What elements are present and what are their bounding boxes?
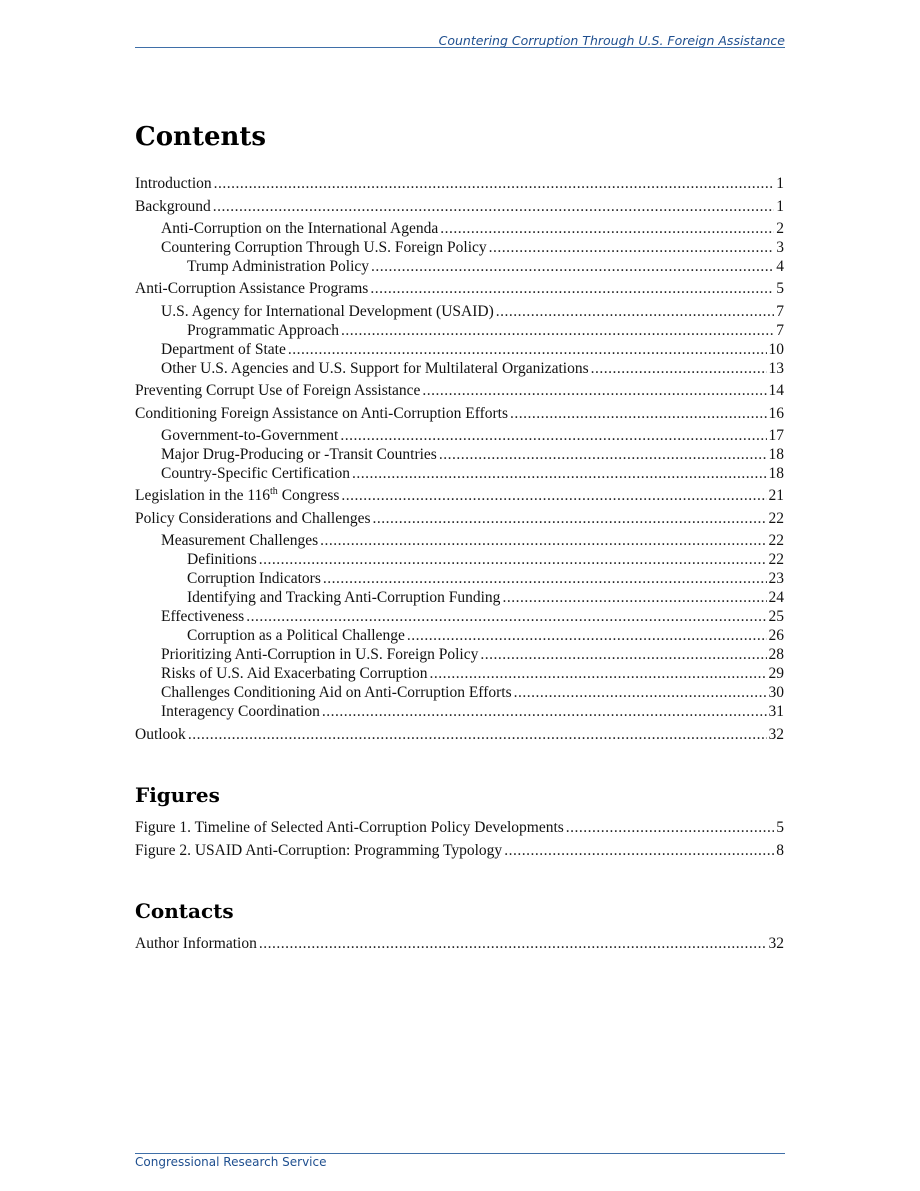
toc-entry[interactable]: [161, 360, 784, 378]
toc-page-number: 26: [768, 627, 784, 644]
toc-entry[interactable]: [187, 551, 784, 569]
dot-leader: [320, 532, 766, 550]
toc-entry[interactable]: [135, 382, 784, 400]
toc-label: Risks of U.S. Aid Exacerbating Corruption: [161, 665, 428, 682]
dot-leader: [439, 446, 767, 464]
toc-label: Programmatic Approach: [187, 322, 339, 339]
dot-leader: [496, 303, 775, 321]
figure-page-number: 8: [776, 842, 784, 859]
toc-label-superscript: th: [270, 485, 278, 497]
toc-label: [135, 487, 339, 505]
toc-label: Other U.S. Agencies and U.S. Support for Multilateral Organizations: [161, 360, 589, 377]
figure-label: Figure 1. Timeline of Selected Anti-Corruption Policy Developments: [135, 819, 564, 836]
toc-entry[interactable]: [135, 175, 784, 193]
toc-label: Interagency Coordination: [161, 703, 320, 720]
dot-leader: [510, 405, 767, 423]
dot-leader: [323, 570, 767, 588]
toc-page-number: 7: [776, 303, 784, 320]
toc-label-suffix: Congress: [277, 487, 340, 504]
toc-entry[interactable]: [161, 446, 784, 464]
dot-leader: [430, 665, 767, 683]
toc-label: Definitions: [187, 551, 257, 568]
dot-leader: [422, 382, 766, 400]
toc-entry[interactable]: [161, 608, 784, 626]
contents-heading: Contents: [135, 122, 267, 152]
toc-page-number: 21: [768, 487, 784, 504]
toc-page-number: 32: [768, 726, 784, 743]
toc-label: Effectiveness: [161, 608, 245, 625]
toc-page-number: 22: [768, 551, 784, 568]
dot-leader: [188, 726, 767, 744]
toc-entry[interactable]: [135, 198, 784, 216]
toc-entry[interactable]: [187, 627, 784, 645]
toc-entry[interactable]: [161, 646, 784, 664]
toc-label: Corruption Indicators: [187, 570, 321, 587]
toc-label-prefix: Legislation in the 116: [135, 487, 271, 504]
dot-leader: [407, 627, 767, 645]
toc-page-number: 31: [768, 703, 784, 720]
toc-page-number: 23: [768, 570, 784, 587]
toc-label: Policy Considerations and Challenges: [135, 510, 371, 527]
dot-leader: [341, 322, 774, 340]
dot-leader: [246, 608, 766, 626]
toc-entry[interactable]: [161, 532, 784, 550]
dot-leader: [213, 198, 774, 216]
toc-label: Introduction: [135, 175, 212, 192]
toc-label: Prioritizing Anti-Corruption in U.S. Foreign Policy: [161, 646, 479, 663]
toc-page-number: 25: [768, 608, 784, 625]
dot-leader: [340, 427, 766, 445]
running-header: Countering Corruption Through U.S. Foreign Assistance: [438, 33, 785, 48]
toc-entry[interactable]: [161, 684, 784, 702]
dot-leader: [214, 175, 775, 193]
dot-leader: [288, 341, 767, 359]
toc-entry[interactable]: [161, 465, 784, 483]
toc-page-number: 2: [776, 220, 784, 237]
toc-entry[interactable]: [187, 258, 784, 276]
dot-leader: [259, 935, 767, 953]
toc-page-number: 22: [768, 532, 784, 549]
toc-entry[interactable]: [135, 726, 784, 744]
toc-page-number: 18: [768, 465, 784, 482]
dot-leader: [341, 487, 766, 505]
toc-entry[interactable]: [161, 220, 784, 238]
toc-page-number: 1: [776, 198, 784, 215]
toc-entry[interactable]: [187, 322, 784, 340]
dot-leader: [259, 551, 767, 569]
dot-leader: [372, 510, 766, 528]
figure-page-number: 5: [776, 819, 784, 836]
toc-entry[interactable]: [135, 280, 784, 298]
toc-page-number: 17: [768, 427, 784, 444]
toc-page-number: 28: [768, 646, 784, 663]
toc-label: Trump Administration Policy: [187, 258, 370, 275]
toc-label: Measurement Challenges: [161, 532, 319, 549]
toc-label: Country-Specific Certification: [161, 465, 350, 482]
toc-label: U.S. Agency for International Development (USAID): [161, 303, 494, 320]
toc-page-number: 7: [776, 322, 784, 339]
toc-page-number: 29: [768, 665, 784, 682]
toc-entry[interactable]: [161, 341, 784, 359]
dot-leader: [566, 819, 774, 837]
dot-leader: [504, 842, 774, 860]
contacts-heading: Contacts: [135, 899, 234, 923]
toc-entry[interactable]: [161, 427, 784, 445]
toc-entry[interactable]: [161, 303, 784, 321]
toc-label: Corruption as a Political Challenge: [187, 627, 405, 644]
toc-label: Anti-Corruption on the International Agenda: [161, 220, 439, 237]
toc-label: Preventing Corrupt Use of Foreign Assistance: [135, 382, 421, 399]
dot-leader: [489, 239, 775, 257]
toc-entry[interactable]: [135, 510, 784, 528]
dot-leader: [502, 589, 766, 607]
toc-label: Challenges Conditioning Aid on Anti-Corruption Efforts: [161, 684, 512, 701]
toc-page-number: 22: [768, 510, 784, 527]
toc-label: Major Drug-Producing or -Transit Countries: [161, 446, 437, 463]
toc-label: Countering Corruption Through U.S. Foreign Policy: [161, 239, 487, 256]
toc-page-number: 14: [768, 382, 784, 399]
contact-page-number: 32: [768, 935, 784, 952]
toc-entry[interactable]: [187, 570, 784, 588]
figure-entry[interactable]: [135, 819, 784, 837]
figures-heading: Figures: [135, 783, 220, 807]
toc-entry[interactable]: [187, 589, 784, 607]
toc-page-number: 4: [776, 258, 784, 275]
figure-label: Figure 2. USAID Anti-Corruption: Programming Typology: [135, 842, 503, 859]
toc-label: Department of State: [161, 341, 286, 358]
toc-page-number: 13: [768, 360, 784, 377]
figure-entry[interactable]: [135, 842, 784, 860]
toc-label: Anti-Corruption Assistance Programs: [135, 280, 369, 297]
toc-page-number: 18: [768, 446, 784, 463]
dot-leader: [480, 646, 766, 664]
dot-leader: [440, 220, 774, 238]
toc-page-number: 16: [768, 405, 784, 422]
dot-leader: [591, 360, 767, 378]
contact-entry[interactable]: [135, 935, 784, 953]
dot-leader: [514, 684, 767, 702]
toc-label: Government-to-Government: [161, 427, 339, 444]
toc-entry[interactable]: [135, 405, 784, 423]
toc-entry[interactable]: [161, 239, 784, 257]
toc-page-number: 5: [776, 280, 784, 297]
dot-leader: [370, 280, 774, 298]
dot-leader: [371, 258, 774, 276]
toc-page-number: 10: [768, 341, 784, 358]
dot-leader: [352, 465, 767, 483]
toc-page-number: 1: [776, 175, 784, 192]
toc-page-number: 24: [768, 589, 784, 606]
toc-entry[interactable]: [161, 665, 784, 683]
footer-divider: [135, 1153, 785, 1154]
toc-page-number: 30: [768, 684, 784, 701]
toc-entry[interactable]: [161, 703, 784, 721]
header-divider: [135, 47, 785, 48]
contact-label: Author Information: [135, 935, 257, 952]
toc-entry[interactable]: [135, 487, 784, 505]
toc-label: Conditioning Foreign Assistance on Anti-Corruption Efforts: [135, 405, 508, 422]
toc-label: Background: [135, 198, 211, 215]
toc-label: Outlook: [135, 726, 186, 743]
running-footer: Congressional Research Service: [135, 1155, 327, 1169]
dot-leader: [322, 703, 767, 721]
toc-page-number: 3: [776, 239, 784, 256]
toc-label: Identifying and Tracking Anti-Corruption Funding: [187, 589, 501, 606]
